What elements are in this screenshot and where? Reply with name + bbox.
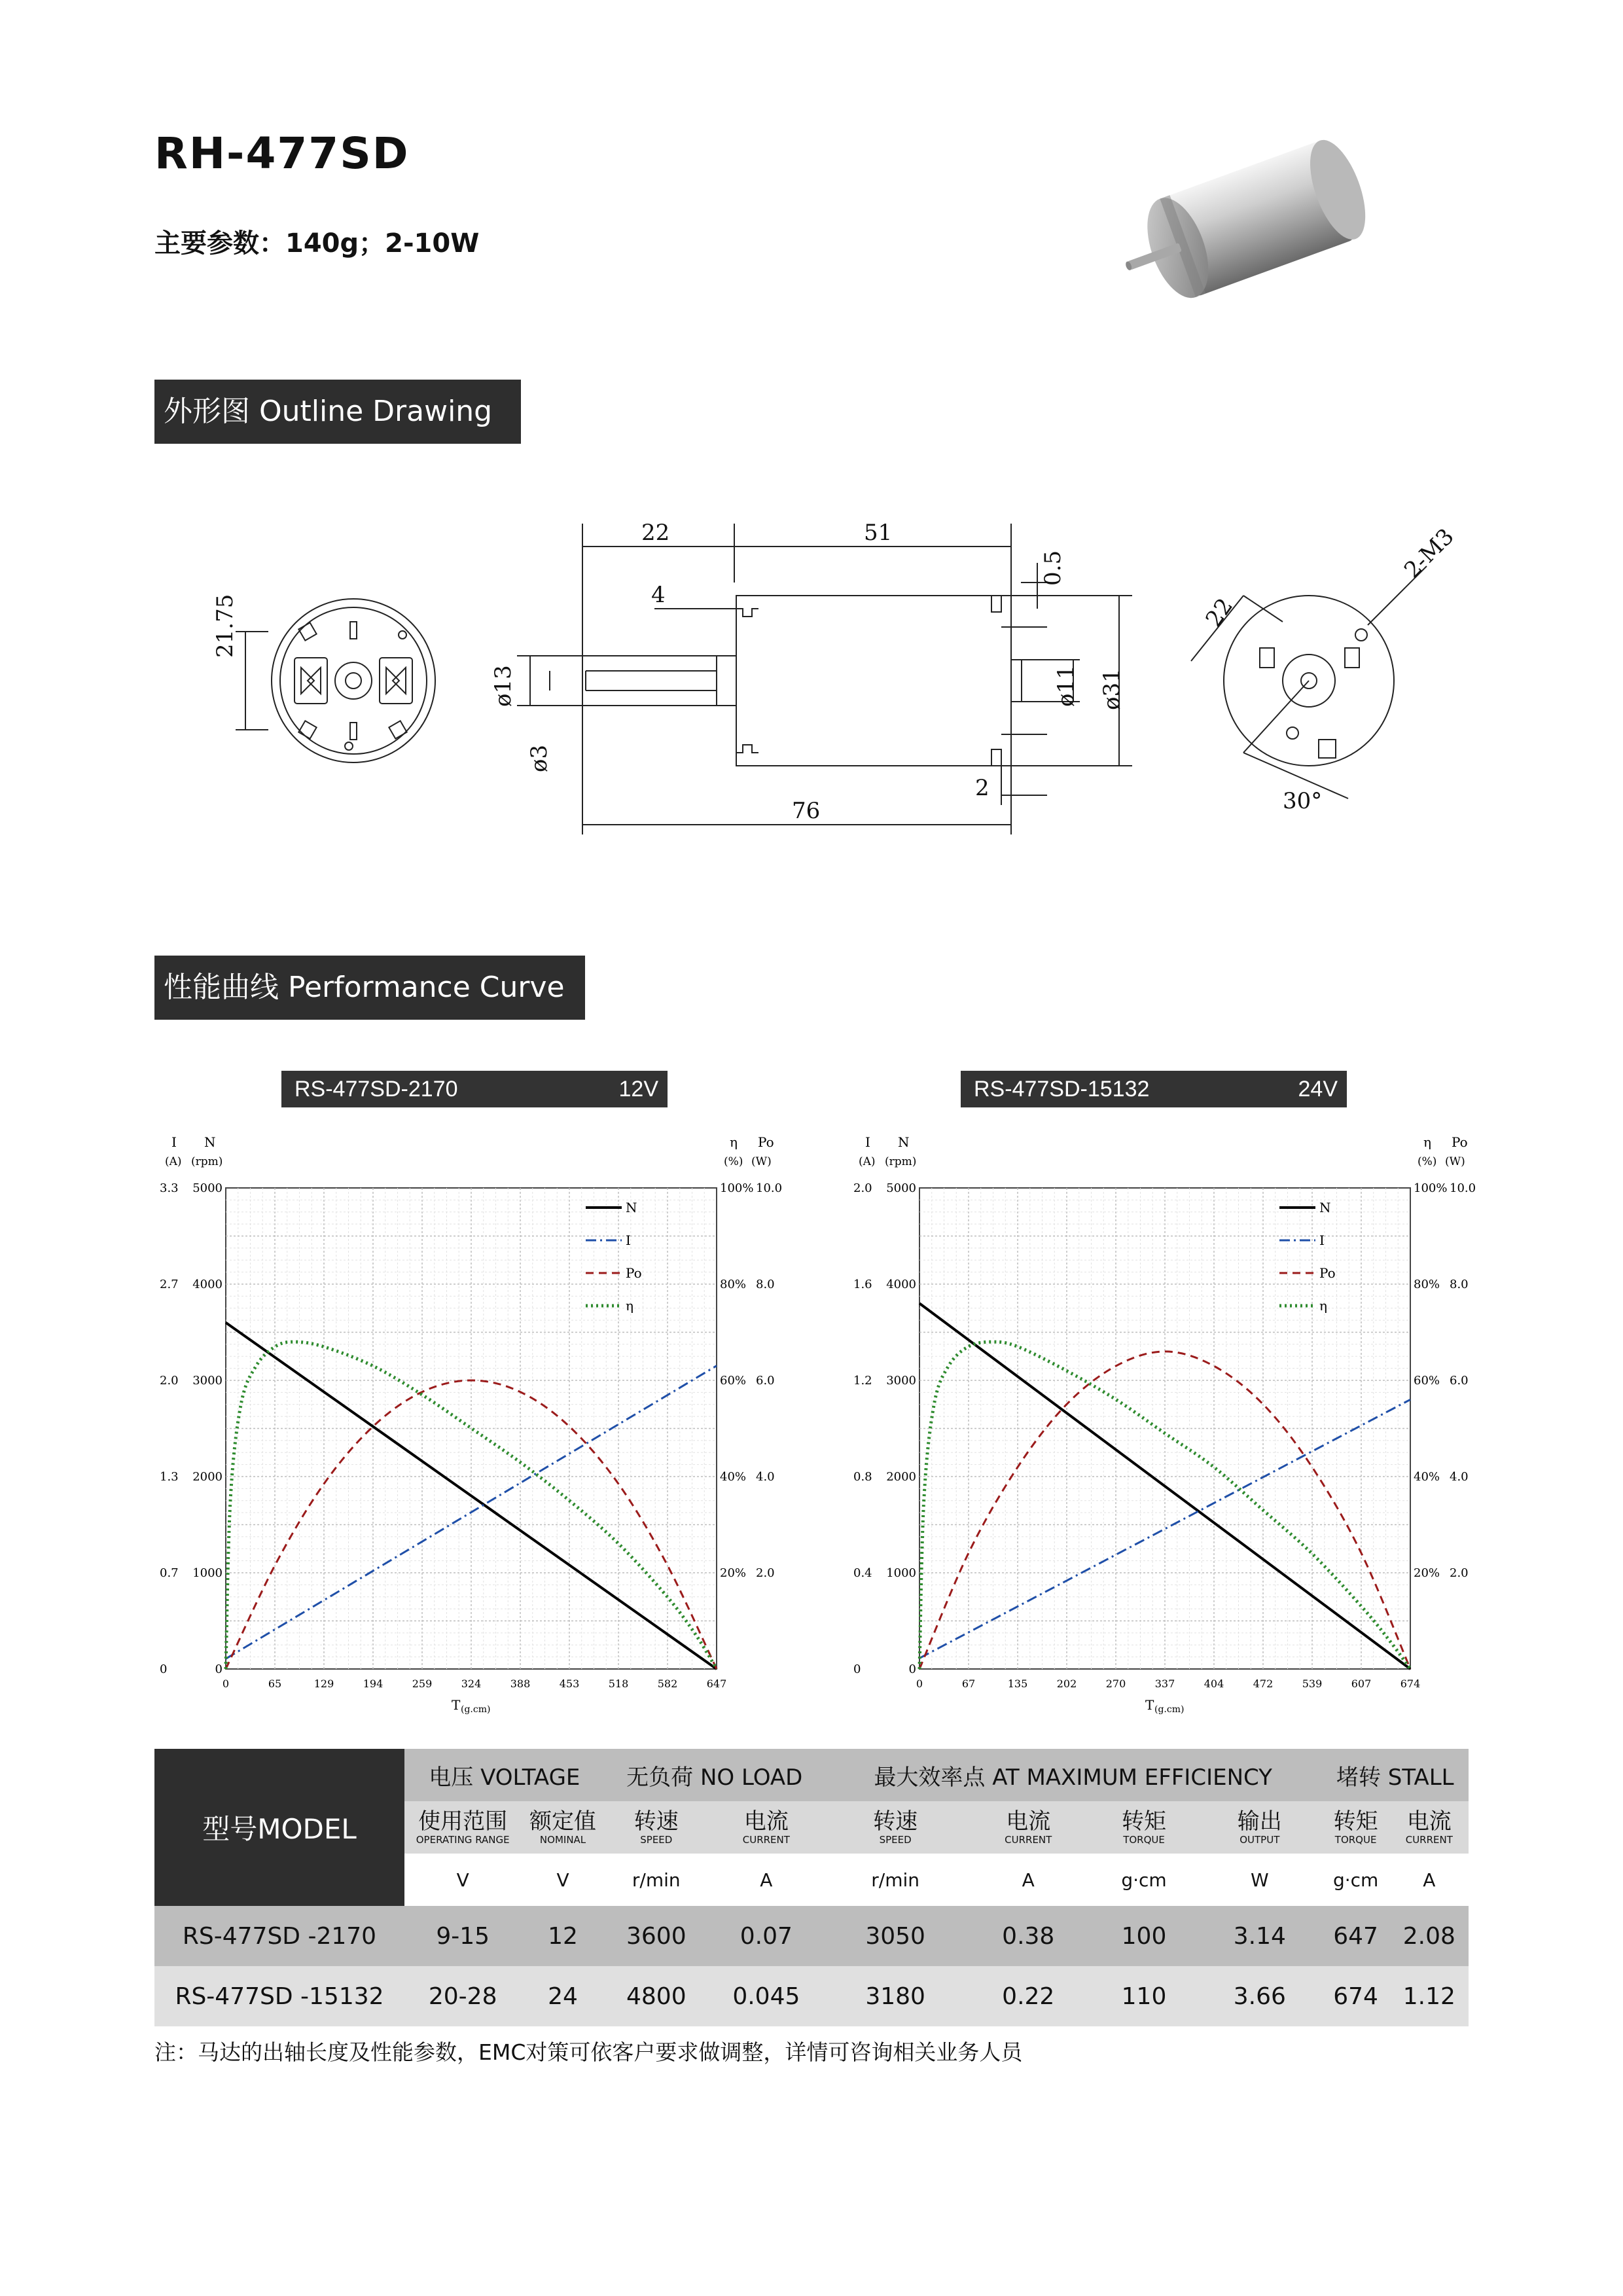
tick-po: 4.0 xyxy=(756,1470,775,1484)
column-header-cn: 转矩 xyxy=(1122,1808,1167,1835)
table-cell: 110 xyxy=(1090,1966,1198,2026)
axis-unit-i: (A) xyxy=(859,1155,876,1168)
table-cell: 3.66 xyxy=(1198,1966,1322,2026)
x-axis-label: T xyxy=(452,1697,461,1713)
tick-x: 194 xyxy=(363,1677,383,1690)
column-unit: A xyxy=(1390,1854,1469,1906)
axis-label-eta: η xyxy=(730,1134,738,1150)
model-name-cell: RS-477SD -2170 xyxy=(154,1906,404,1966)
table-cell: 0.07 xyxy=(708,1906,825,1966)
column-header xyxy=(708,1801,825,1854)
tick-po: 2.0 xyxy=(1450,1566,1469,1580)
model-header: 型号MODEL xyxy=(154,1749,404,1906)
table-cell: 20-28 xyxy=(404,1966,521,2026)
tick-n: 2000 xyxy=(886,1470,916,1484)
tick-x: 472 xyxy=(1253,1677,1274,1690)
axis-unit-po: (W) xyxy=(1445,1155,1465,1168)
tick-po: 6.0 xyxy=(756,1374,775,1388)
tick-x: 129 xyxy=(313,1677,334,1690)
dim-step-05: 0.5 xyxy=(1040,550,1066,586)
table-cell: 1.12 xyxy=(1390,1966,1469,2026)
tick-po: 10.0 xyxy=(756,1181,783,1195)
tick-eta: 80% xyxy=(1414,1278,1440,1291)
tick-i: 2.0 xyxy=(160,1374,179,1388)
column-header-cn: 转矩 xyxy=(1333,1808,1378,1835)
table-cell: 3.14 xyxy=(1198,1906,1322,1966)
column-header xyxy=(605,1801,708,1854)
column-header xyxy=(521,1801,604,1854)
tick-eta: 100% xyxy=(1414,1181,1448,1195)
tick-n: 3000 xyxy=(192,1374,223,1388)
legend-label: Po xyxy=(626,1265,642,1281)
tick-x: 647 xyxy=(706,1677,727,1690)
tick-x: 0 xyxy=(916,1677,923,1690)
group-voltage: 电压 VOLTAGE xyxy=(404,1749,605,1801)
tick-n: 4000 xyxy=(886,1278,916,1291)
tick-n: 2000 xyxy=(192,1470,223,1484)
tick-eta: 60% xyxy=(1414,1374,1440,1388)
tick-eta: 60% xyxy=(720,1374,747,1388)
axis-label-po: Po xyxy=(1452,1134,1468,1150)
column-header-en: SPEED xyxy=(640,1834,673,1846)
legend-label: η xyxy=(626,1298,633,1314)
axis-unit-po: (W) xyxy=(751,1155,772,1168)
tick-po: 8.0 xyxy=(756,1278,775,1291)
tick-n: 1000 xyxy=(192,1566,223,1580)
tick-n: 5000 xyxy=(886,1181,916,1195)
tick-n: 1000 xyxy=(886,1566,916,1580)
model-name-cell: RS-477SD -15132 xyxy=(154,1966,404,2026)
legend-label: Po xyxy=(1319,1265,1336,1281)
column-header xyxy=(404,1801,521,1854)
column-header xyxy=(1198,1801,1322,1854)
column-unit: g·cm xyxy=(1090,1854,1198,1906)
axis-unit-eta: (%) xyxy=(724,1155,743,1168)
column-header-cn: 电流 xyxy=(1406,1808,1452,1835)
tick-i: 2.0 xyxy=(853,1181,872,1195)
x-axis-label: T xyxy=(1145,1697,1154,1713)
dim-body-length: 51 xyxy=(864,520,893,546)
motor-product-image xyxy=(1099,124,1400,347)
outline-drawing-section-header: 外形图 Outline Drawing xyxy=(154,380,521,444)
axis-label-eta: η xyxy=(1423,1134,1431,1150)
axis-label-i: I xyxy=(865,1134,870,1150)
column-unit: A xyxy=(708,1854,825,1906)
dim-rear-m3: 2-M3 xyxy=(1399,523,1459,584)
chart-2-model: RS-477SD-15132 xyxy=(974,1077,1150,1102)
tick-x: 582 xyxy=(657,1677,678,1690)
tick-x: 388 xyxy=(510,1677,531,1690)
column-header-cn: 电流 xyxy=(743,1808,789,1835)
tick-x: 404 xyxy=(1204,1677,1224,1690)
table-cell: 12 xyxy=(521,1906,604,1966)
column-header xyxy=(1322,1801,1390,1854)
dim-step-2: 2 xyxy=(975,775,990,801)
table-cell: 2.08 xyxy=(1390,1906,1469,1966)
tick-n: 0 xyxy=(215,1662,223,1676)
column-unit: r/min xyxy=(825,1854,967,1906)
table-cell: 100 xyxy=(1090,1906,1198,1966)
dim-dia-3: ø3 xyxy=(526,744,552,772)
legend-label: I xyxy=(626,1232,631,1248)
tick-x: 337 xyxy=(1154,1677,1175,1690)
tick-i: 3.3 xyxy=(160,1181,179,1195)
column-header-cn: 使用范围 xyxy=(418,1808,508,1835)
column-header xyxy=(1390,1801,1469,1854)
tick-x: 202 xyxy=(1056,1677,1077,1690)
tick-i: 0.4 xyxy=(853,1566,872,1580)
front-view-outline xyxy=(272,599,435,762)
group-max-efficiency: 最大效率点 AT MAXIMUM EFFICIENCY xyxy=(825,1749,1322,1801)
column-unit: V xyxy=(521,1854,604,1906)
table-cell: 4800 xyxy=(605,1966,708,2026)
axis-label-n: N xyxy=(204,1134,216,1150)
table-cell: 674 xyxy=(1322,1966,1390,2026)
column-header-cn: 额定值 xyxy=(529,1808,597,1835)
chart-1-header xyxy=(281,1071,668,1107)
column-header xyxy=(966,1801,1090,1854)
column-header-en: OUTPUT xyxy=(1240,1834,1280,1846)
tick-eta: 40% xyxy=(720,1470,747,1484)
tick-eta: 80% xyxy=(720,1278,747,1291)
group-stall: 堵转 STALL xyxy=(1322,1749,1469,1801)
tick-i: 1.2 xyxy=(853,1374,872,1388)
tick-po: 8.0 xyxy=(1450,1278,1469,1291)
chart-1-voltage: 12V xyxy=(618,1077,658,1102)
axis-unit-eta: (%) xyxy=(1418,1155,1437,1168)
tick-x: 453 xyxy=(559,1677,580,1690)
column-header-cn: 转速 xyxy=(633,1808,679,1835)
column-header xyxy=(1090,1801,1198,1854)
main-parameters: 主要参数：140g；2-10W xyxy=(154,228,480,259)
tick-x: 259 xyxy=(412,1677,433,1690)
tick-i: 2.7 xyxy=(160,1278,179,1291)
legend-label: I xyxy=(1319,1232,1325,1248)
tick-n: 0 xyxy=(908,1662,916,1676)
dim-dia-11: ø11 xyxy=(1053,665,1079,707)
axis-unit-n: (rpm) xyxy=(885,1155,917,1168)
table-cell: 3600 xyxy=(605,1906,708,1966)
axis-label-i: I xyxy=(171,1134,177,1150)
column-unit: A xyxy=(966,1854,1090,1906)
table-cell: 0.22 xyxy=(966,1966,1090,2026)
tick-i: 1.6 xyxy=(853,1278,872,1291)
column-header-cn: 电流 xyxy=(1006,1808,1051,1835)
column-unit: r/min xyxy=(605,1854,708,1906)
tick-x: 539 xyxy=(1302,1677,1323,1690)
performance-chart-2 xyxy=(844,1113,1476,1715)
chart-2-voltage: 24V xyxy=(1298,1077,1338,1102)
tick-po: 10.0 xyxy=(1450,1181,1476,1195)
dim-rear-22: 22 xyxy=(1200,593,1239,632)
column-unit: g·cm xyxy=(1322,1854,1390,1906)
column-unit: W xyxy=(1198,1854,1322,1906)
column-header-en: NOMINAL xyxy=(539,1834,586,1846)
chart-2-header xyxy=(961,1071,1347,1107)
tick-x: 65 xyxy=(268,1677,282,1690)
column-header xyxy=(825,1801,967,1854)
footnote: 注：马达的出轴长度及性能参数，EMC对策可依客户要求做调整，详情可咨询相关业务人员 xyxy=(154,2039,1023,2065)
tick-x: 270 xyxy=(1105,1677,1126,1690)
table-cell: 24 xyxy=(521,1966,604,2026)
tick-eta: 20% xyxy=(720,1566,747,1580)
tick-x: 67 xyxy=(961,1677,976,1690)
column-header-en: CURRENT xyxy=(1005,1834,1052,1846)
tick-x: 135 xyxy=(1007,1677,1028,1690)
table-cell: 647 xyxy=(1322,1906,1390,1966)
tick-i: 0.7 xyxy=(160,1566,179,1580)
legend-label: N xyxy=(1319,1200,1331,1215)
specification-table xyxy=(154,1749,1469,2026)
dim-total-length: 76 xyxy=(792,798,821,824)
tick-x: 607 xyxy=(1351,1677,1372,1690)
tick-eta: 100% xyxy=(720,1181,754,1195)
table-cell: 3050 xyxy=(825,1906,967,1966)
axis-label-po: Po xyxy=(758,1134,774,1150)
chart-1-model: RS-477SD-2170 xyxy=(294,1077,458,1102)
column-header-en: TORQUE xyxy=(1334,1834,1377,1846)
table-cell: 0.38 xyxy=(966,1906,1090,1966)
dim-rear-30: 30° xyxy=(1283,788,1323,814)
tick-i: 1.3 xyxy=(160,1470,179,1484)
dim-step-4: 4 xyxy=(651,582,666,608)
column-unit: V xyxy=(404,1854,521,1906)
tick-x: 674 xyxy=(1400,1677,1421,1690)
product-title: RH-477SD xyxy=(154,128,410,179)
table-cell: 3180 xyxy=(825,1966,967,2026)
tick-n: 5000 xyxy=(192,1181,223,1195)
tick-x: 324 xyxy=(461,1677,482,1690)
column-header-en: OPERATING RANGE xyxy=(416,1834,510,1846)
tick-n: 3000 xyxy=(886,1374,916,1388)
dim-front-height: 21.75 xyxy=(212,594,238,658)
performance-chart-1 xyxy=(151,1113,783,1715)
column-header-cn: 转速 xyxy=(873,1808,918,1835)
axis-unit-n: (rpm) xyxy=(191,1155,223,1168)
performance-curve-section-header: 性能曲线 Performance Curve xyxy=(154,956,585,1020)
dim-dia-13: ø13 xyxy=(490,665,516,707)
axis-unit-i: (A) xyxy=(165,1155,182,1168)
tick-x: 0 xyxy=(222,1677,230,1690)
tick-x: 518 xyxy=(608,1677,629,1690)
dim-shaft-length: 22 xyxy=(641,520,670,546)
tick-po: 2.0 xyxy=(756,1566,775,1580)
column-header-en: CURRENT xyxy=(1405,1834,1453,1846)
tick-eta: 40% xyxy=(1414,1470,1440,1484)
column-header-en: TORQUE xyxy=(1123,1834,1165,1846)
x-axis-unit: (g.cm) xyxy=(1154,1704,1185,1715)
group-no-load: 无负荷 NO LOAD xyxy=(605,1749,825,1801)
column-header-en: SPEED xyxy=(879,1834,912,1846)
tick-n: 4000 xyxy=(192,1278,223,1291)
axis-label-n: N xyxy=(898,1134,910,1150)
outline-drawing xyxy=(183,511,1459,851)
dim-dia-31: ø31 xyxy=(1099,668,1125,710)
table-cell: 0.045 xyxy=(708,1966,825,2026)
column-header-en: CURRENT xyxy=(742,1834,790,1846)
tick-i: 0.8 xyxy=(853,1470,872,1484)
table-cell: 9-15 xyxy=(404,1906,521,1966)
column-header-cn: 输出 xyxy=(1237,1808,1282,1835)
tick-i: 0 xyxy=(853,1662,861,1676)
tick-eta: 20% xyxy=(1414,1566,1440,1580)
tick-i: 0 xyxy=(160,1662,168,1676)
tick-po: 4.0 xyxy=(1450,1470,1469,1484)
tick-po: 6.0 xyxy=(1450,1374,1469,1388)
legend-label: N xyxy=(626,1200,637,1215)
legend-label: η xyxy=(1319,1298,1327,1314)
x-axis-unit: (g.cm) xyxy=(461,1704,491,1715)
